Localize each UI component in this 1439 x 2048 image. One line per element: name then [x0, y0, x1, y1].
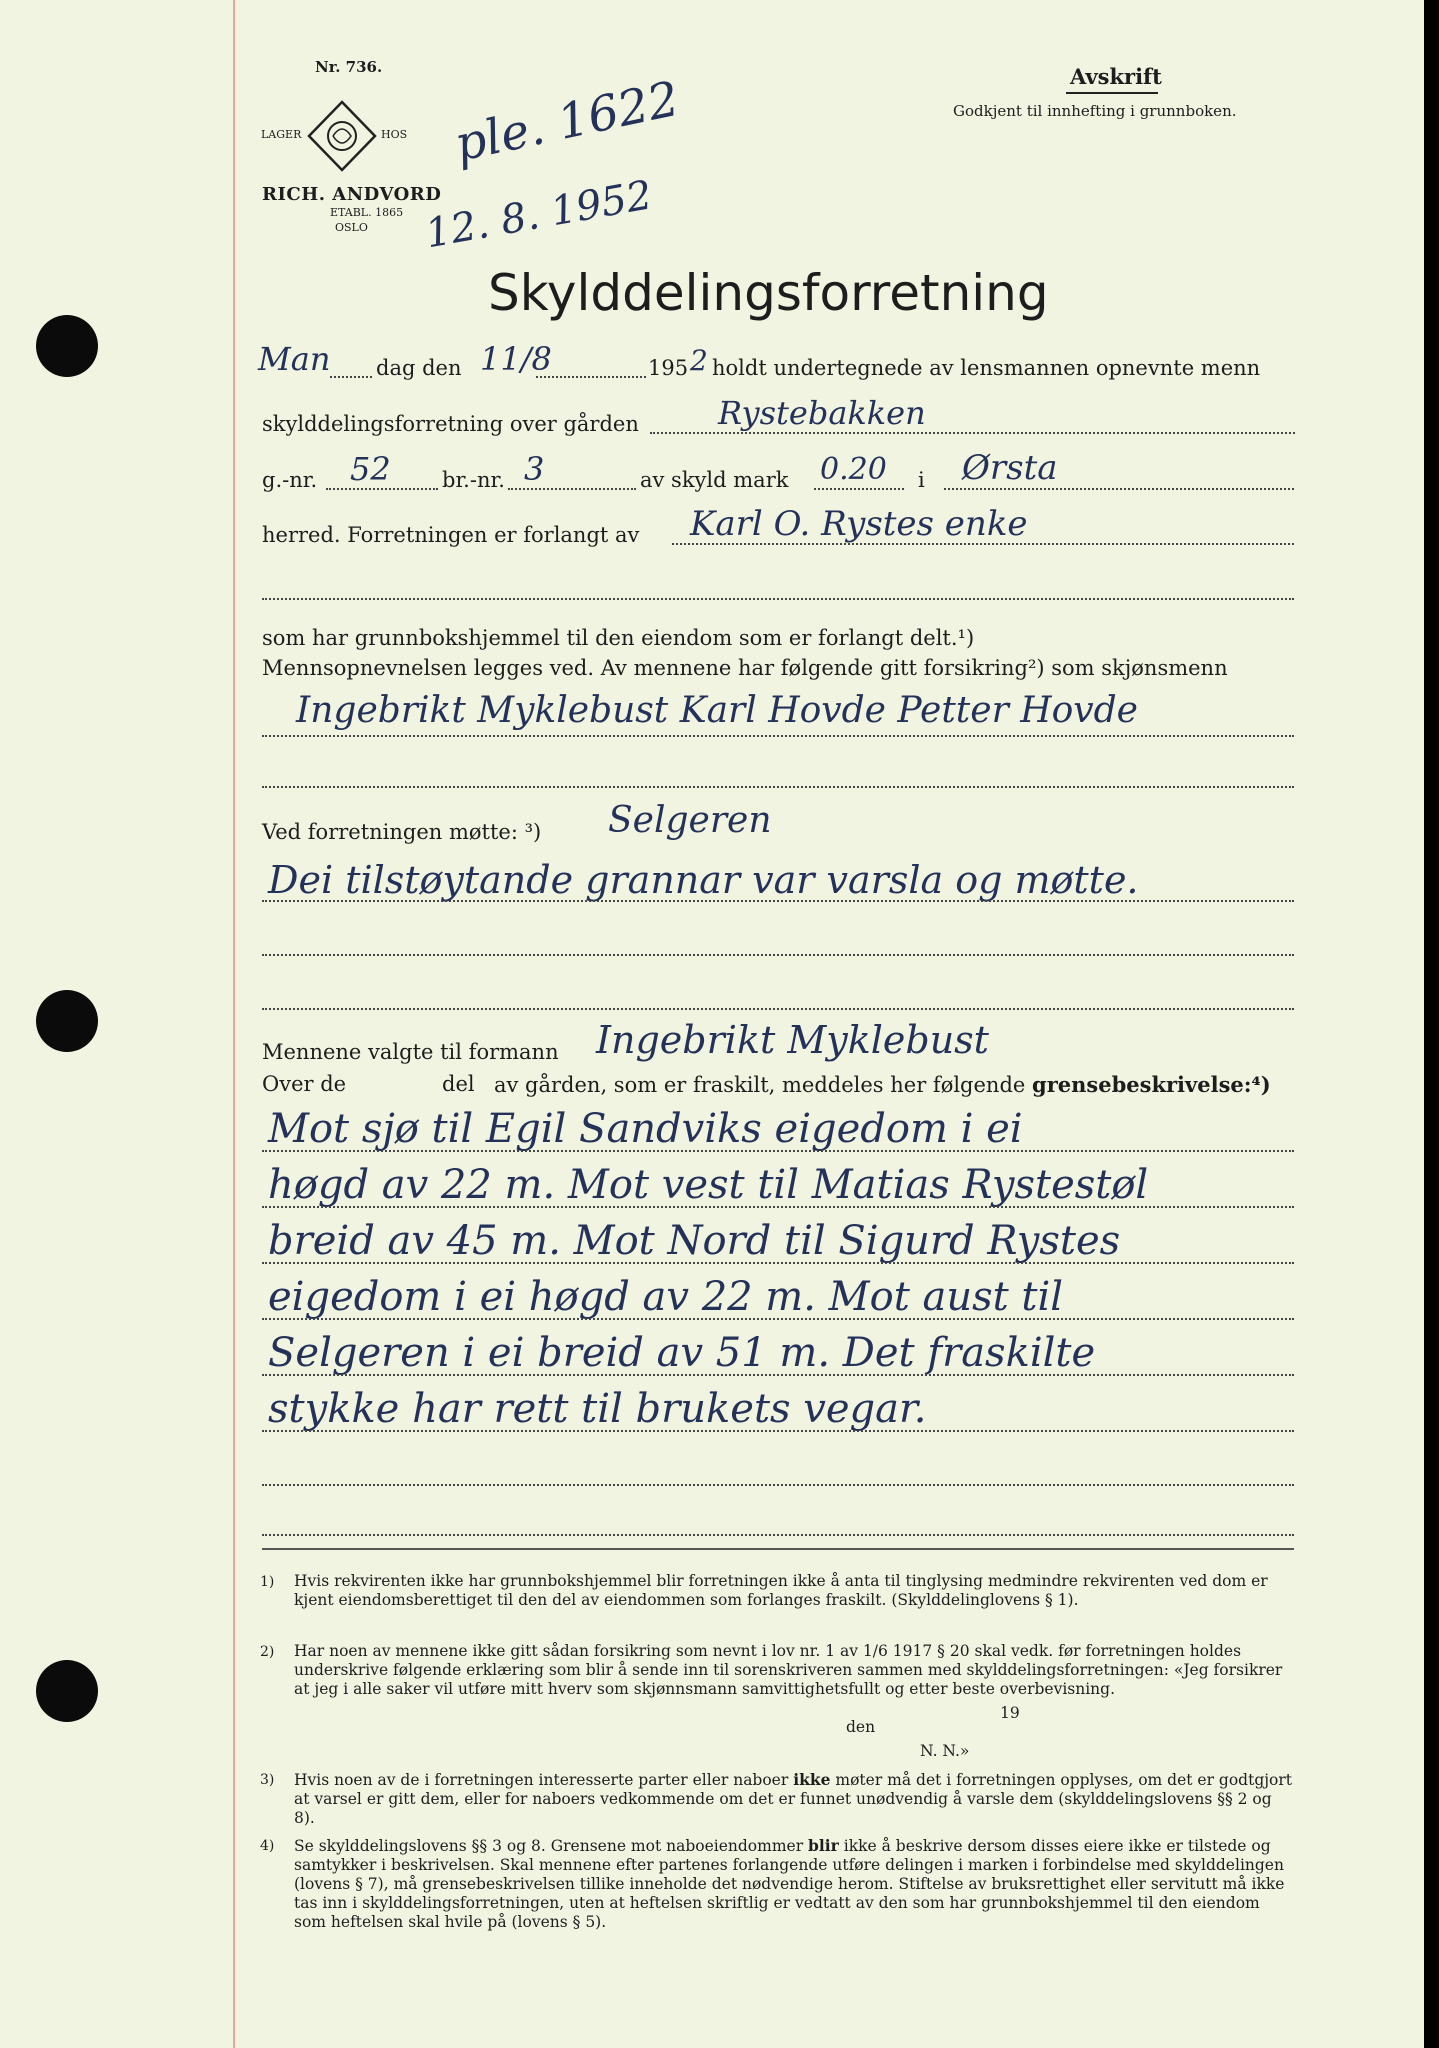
publisher-name: RICH. ANDVORD — [262, 184, 442, 205]
bnr-value: 3 — [524, 450, 545, 488]
diamond-emblem-icon — [307, 100, 377, 172]
fill-line — [262, 954, 1294, 956]
requested-value: Karl O. Rystes enke — [690, 504, 1028, 544]
skyld-value: 0.20 — [820, 452, 887, 487]
stamp-title: Avskrift — [1070, 64, 1162, 89]
footnote-divider — [262, 1548, 1294, 1550]
fill-line — [814, 488, 904, 490]
stamp-subtitle: Godkjent til innhefting i grunnboken. — [953, 102, 1237, 120]
footnote-text: Har noen av mennene ikke gitt sådan forsikring som nevnt i lov nr. 1 av 1/6 1917 § 20 skal vedk. før forretningen holdes underskrive følgende erklæring som blir å sende inn til sorenskriveren sammen med skylddelingsforretningen: «Jeg forsikrer at jeg i alle saker vil utføre mitt hverv som skjønnsmann samvittighetsfullt og etter beste overbevisning. — [294, 1642, 1283, 1698]
boundary-line: eigedom i ei høgd av 22 m. Mot aust til — [268, 1274, 1064, 1320]
year-value: 2 — [690, 344, 708, 377]
logo-right-text: HOS — [381, 128, 408, 141]
boundary-line: høgd av 22 m. Mot vest til Matias Rystestøl — [268, 1162, 1149, 1208]
gnr-label: g.-nr. — [262, 468, 318, 492]
del-label: del — [442, 1072, 475, 1096]
fill-line — [262, 900, 1294, 902]
boundary-line: breid av 45 m. Mot Nord til Sigurd Rystes — [268, 1218, 1121, 1264]
boundary-intro-text: av gården, som er fraskilt, meddeles her følgende — [494, 1073, 1026, 1097]
fill-line — [262, 735, 1294, 737]
footnote-signature: N. N.» — [920, 1742, 970, 1760]
footnote-text-part: Hvis noen av de i forretningen interesserte parter eller naboer — [294, 1771, 789, 1789]
punch-hole — [36, 990, 98, 1052]
footnote-text-bold: ikke — [793, 1770, 831, 1789]
fill-line — [536, 376, 646, 378]
punch-hole — [36, 1660, 98, 1722]
in-label: i — [918, 468, 925, 492]
footnote-text-part: Se skylddelingslovens §§ 3 og 8. Grensene mot naboeiendommer — [294, 1837, 804, 1855]
fill-line — [262, 1008, 1294, 1010]
footnote-number: 3) — [260, 1772, 275, 1788]
farm-label: skylddelingsforretning over gården — [262, 412, 639, 436]
fill-line — [508, 488, 636, 490]
fill-line — [650, 432, 1295, 434]
footnote-number: 2) — [260, 1644, 275, 1660]
footnote-number: 1) — [260, 1574, 275, 1590]
fill-line — [262, 1430, 1294, 1432]
footnote-text: Hvis rekvirenten ikke har grunnbokshjemmel blir forretningen ikke å anta til tinglysing medmindre rekvirenten ved dom er kjent eiendomsberettiget til den del av eiendommen som forlanges fraskilt. (Skylddelinglovens § 1). — [294, 1572, 1268, 1609]
margin-line — [233, 0, 235, 2048]
men-value: Ingebrikt Myklebust Karl Hovde Petter Hovde — [296, 690, 1138, 731]
footnote-text-part: møter må det i forretningen opplyses, om det er godtgjort at varsel er gitt dem, eller for naboers vedkommende om det er funnet unødvendig å varsle dem (skylddelingslovens §§ 2 og 8). — [294, 1771, 1293, 1827]
gnr-value: 52 — [350, 450, 391, 488]
footnote-number: 4) — [260, 1838, 275, 1854]
form-number: Nr. 736. — [315, 58, 383, 76]
weekday-value: Man — [258, 340, 331, 378]
publisher-logo — [255, 100, 435, 180]
page-title: Skylddelingsforretning — [488, 264, 1049, 322]
herred-value: Ørsta — [962, 448, 1058, 488]
over-de-label: Over de — [262, 1072, 347, 1096]
boundary-intro — [494, 1072, 1271, 1097]
held-text: holdt undertegnede av lensmannen opnevnte menn — [712, 356, 1261, 380]
fill-line — [262, 786, 1294, 788]
publisher-city: OSLO — [335, 221, 368, 234]
fill-line — [262, 1374, 1294, 1376]
logo-left-text: LAGER — [261, 128, 302, 141]
fill-line — [262, 1534, 1294, 1536]
day-label: dag den — [376, 356, 462, 380]
chairman-label: Mennene valgte til formann — [262, 1040, 559, 1064]
requested-label: herred. Forretningen er forlangt av — [262, 523, 640, 547]
boundary-line: stykke har rett til brukets vegar. — [268, 1386, 927, 1432]
fill-line — [326, 488, 438, 490]
farm-value: Rystebakken — [718, 394, 926, 432]
fill-line — [262, 598, 1294, 600]
men-text: Mennsopnevnelsen legges ved. Av mennene har følgende gitt forsikring²) som skjønsmenn — [262, 656, 1228, 680]
skyld-label: av skyld mark — [640, 468, 789, 492]
attended-value-2: Dei tilstøytande grannar var varsla og møtte. — [268, 858, 1139, 902]
year-prefix: 195 — [648, 356, 689, 380]
fill-line — [330, 376, 372, 378]
footnote-den: den — [846, 1718, 876, 1736]
fill-line — [262, 1150, 1294, 1152]
fill-line — [262, 1206, 1294, 1208]
boundary-line: Mot sjø til Egil Sandviks eigedom i ei — [268, 1106, 1023, 1152]
publisher-established: ETABL. 1865 — [330, 206, 404, 219]
footnote-text-part: ikke å beskrive dersom disses eiere ikke er tilstede og samtykker i beskrivelsen. Skal mennene efter partenes forlangende utføre delingen i marken i forbindelse med skylddelingen (lovens § 7), må grensebeskrivelsen tillike inneholde det nødvendige herom. Stiftelse av bruksrettighet eller servitutt må ikke tas inn i skylddelingsforretningen, uten at heftelsen skriftlig er vedtatt av den som har grunnbokshjemmel til den eiendom som heftelsen skal hvile på (lovens § 5). — [294, 1837, 1285, 1931]
footnote-year: 19 — [1000, 1704, 1020, 1722]
fill-line — [262, 1484, 1294, 1486]
boundary-intro-bold: grensebeskrivelse:⁴) — [1032, 1072, 1271, 1097]
chairman-value: Ingebrikt Myklebust — [596, 1018, 989, 1062]
bnr-label: br.-nr. — [442, 468, 505, 492]
stamp-underline — [1066, 92, 1158, 94]
handwritten-reference-date: 12. 8. 1952 — [422, 172, 656, 258]
boundary-line: Selgeren i ei breid av 51 m. Det fraskilte — [268, 1330, 1096, 1376]
fill-line — [262, 1318, 1294, 1320]
handwritten-reference: ple. 1622 — [450, 70, 684, 173]
fill-line — [944, 488, 1294, 490]
hjemmel-text: som har grunnbokshjemmel til den eiendom som er forlangt delt.¹) — [262, 626, 975, 650]
attended-label: Ved forretningen møtte: ³) — [262, 820, 542, 844]
footnote-text — [294, 1836, 1296, 1932]
punch-hole — [36, 315, 98, 377]
attended-value: Selgeren — [608, 800, 772, 841]
footnote-text-bold: blir — [808, 1836, 839, 1855]
fill-line — [262, 1262, 1294, 1264]
footnote-text — [294, 1770, 1296, 1828]
date-value: 11/8 — [480, 340, 552, 378]
